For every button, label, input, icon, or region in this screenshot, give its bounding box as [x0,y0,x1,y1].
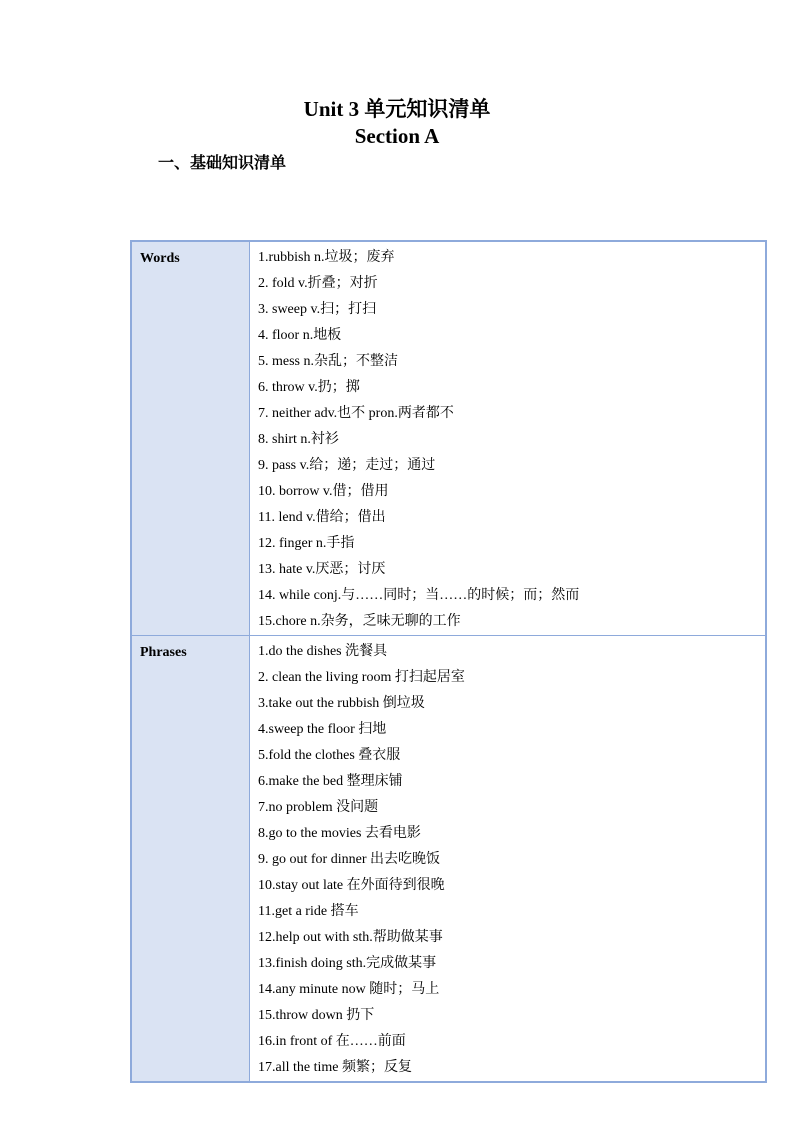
phrases-row [131,636,766,1083]
word-item: 14. while conj.与……同时；当……的时候；而；然而 [258,588,580,603]
word-item: 6. throw v.扔；掷 [258,380,360,395]
phrase-item: 3.take out the rubbish 倒垃圾 [258,696,425,711]
phrase-item: 10.stay out late 在外面待到很晚 [258,878,445,893]
phrases-list [250,636,767,1083]
word-item: 13. hate v.厌恶；讨厌 [258,562,386,577]
section-heading: 一、基础知识清单 [158,153,287,172]
word-item: 15.chore n.杂务，乏味无聊的工作 [258,614,461,629]
phrase-item: 17.all the time 频繁；反复 [258,1060,412,1075]
phrase-item: 16.in front of 在……前面 [258,1034,406,1049]
knowledge-table [130,240,767,1083]
phrase-item: 12.help out with sth.帮助做某事 [258,930,443,945]
word-item: 9. pass v.给；递；走过；通过 [258,458,436,473]
phrase-item: 13.finish doing sth.完成做某事 [258,956,437,971]
phrase-item: 11.get a ride 搭车 [258,904,359,919]
word-item: 11. lend v.借给；借出 [258,510,386,525]
phrase-item: 9. go out for dinner 出去吃晚饭 [258,852,440,867]
phrase-item: 8.go to the movies 去看电影 [258,826,421,841]
word-item: 2. fold v.折叠；对折 [258,276,378,291]
phrase-item: 14.any minute now 随时；马上 [258,982,440,997]
word-item: 4. floor n.地板 [258,328,342,343]
words-row [131,241,766,636]
page-subtitle: Section A [354,124,440,148]
phrase-item: 5.fold the clothes 叠衣服 [258,748,401,763]
phrases-label: Phrases [131,636,250,1083]
phrase-item: 2. clean the living room 打扫起居室 [258,670,465,685]
phrase-item: 4.sweep the floor 扫地 [258,722,387,737]
word-item: 10. borrow v.借；借用 [258,484,389,499]
word-item: 1.rubbish n.垃圾；废弃 [258,250,395,265]
phrase-item: 7.no problem 没问题 [258,800,379,815]
word-item: 3. sweep v.扫；打扫 [258,302,377,317]
words-label: Words [131,241,250,636]
word-item: 7. neither adv.也不 pron.两者都不 [258,406,454,421]
word-item: 12. finger n.手指 [258,536,355,551]
word-item: 5. mess n.杂乱；不整洁 [258,354,398,369]
phrase-item: 15.throw down 扔下 [258,1008,375,1023]
page-title: Unit 3 单元知识清单 [303,97,491,121]
phrase-item: 6.make the bed 整理床铺 [258,774,403,789]
word-item: 8. shirt n.衬衫 [258,432,339,447]
phrase-item: 1.do the dishes 洗餐具 [258,644,388,659]
words-list [250,241,767,636]
